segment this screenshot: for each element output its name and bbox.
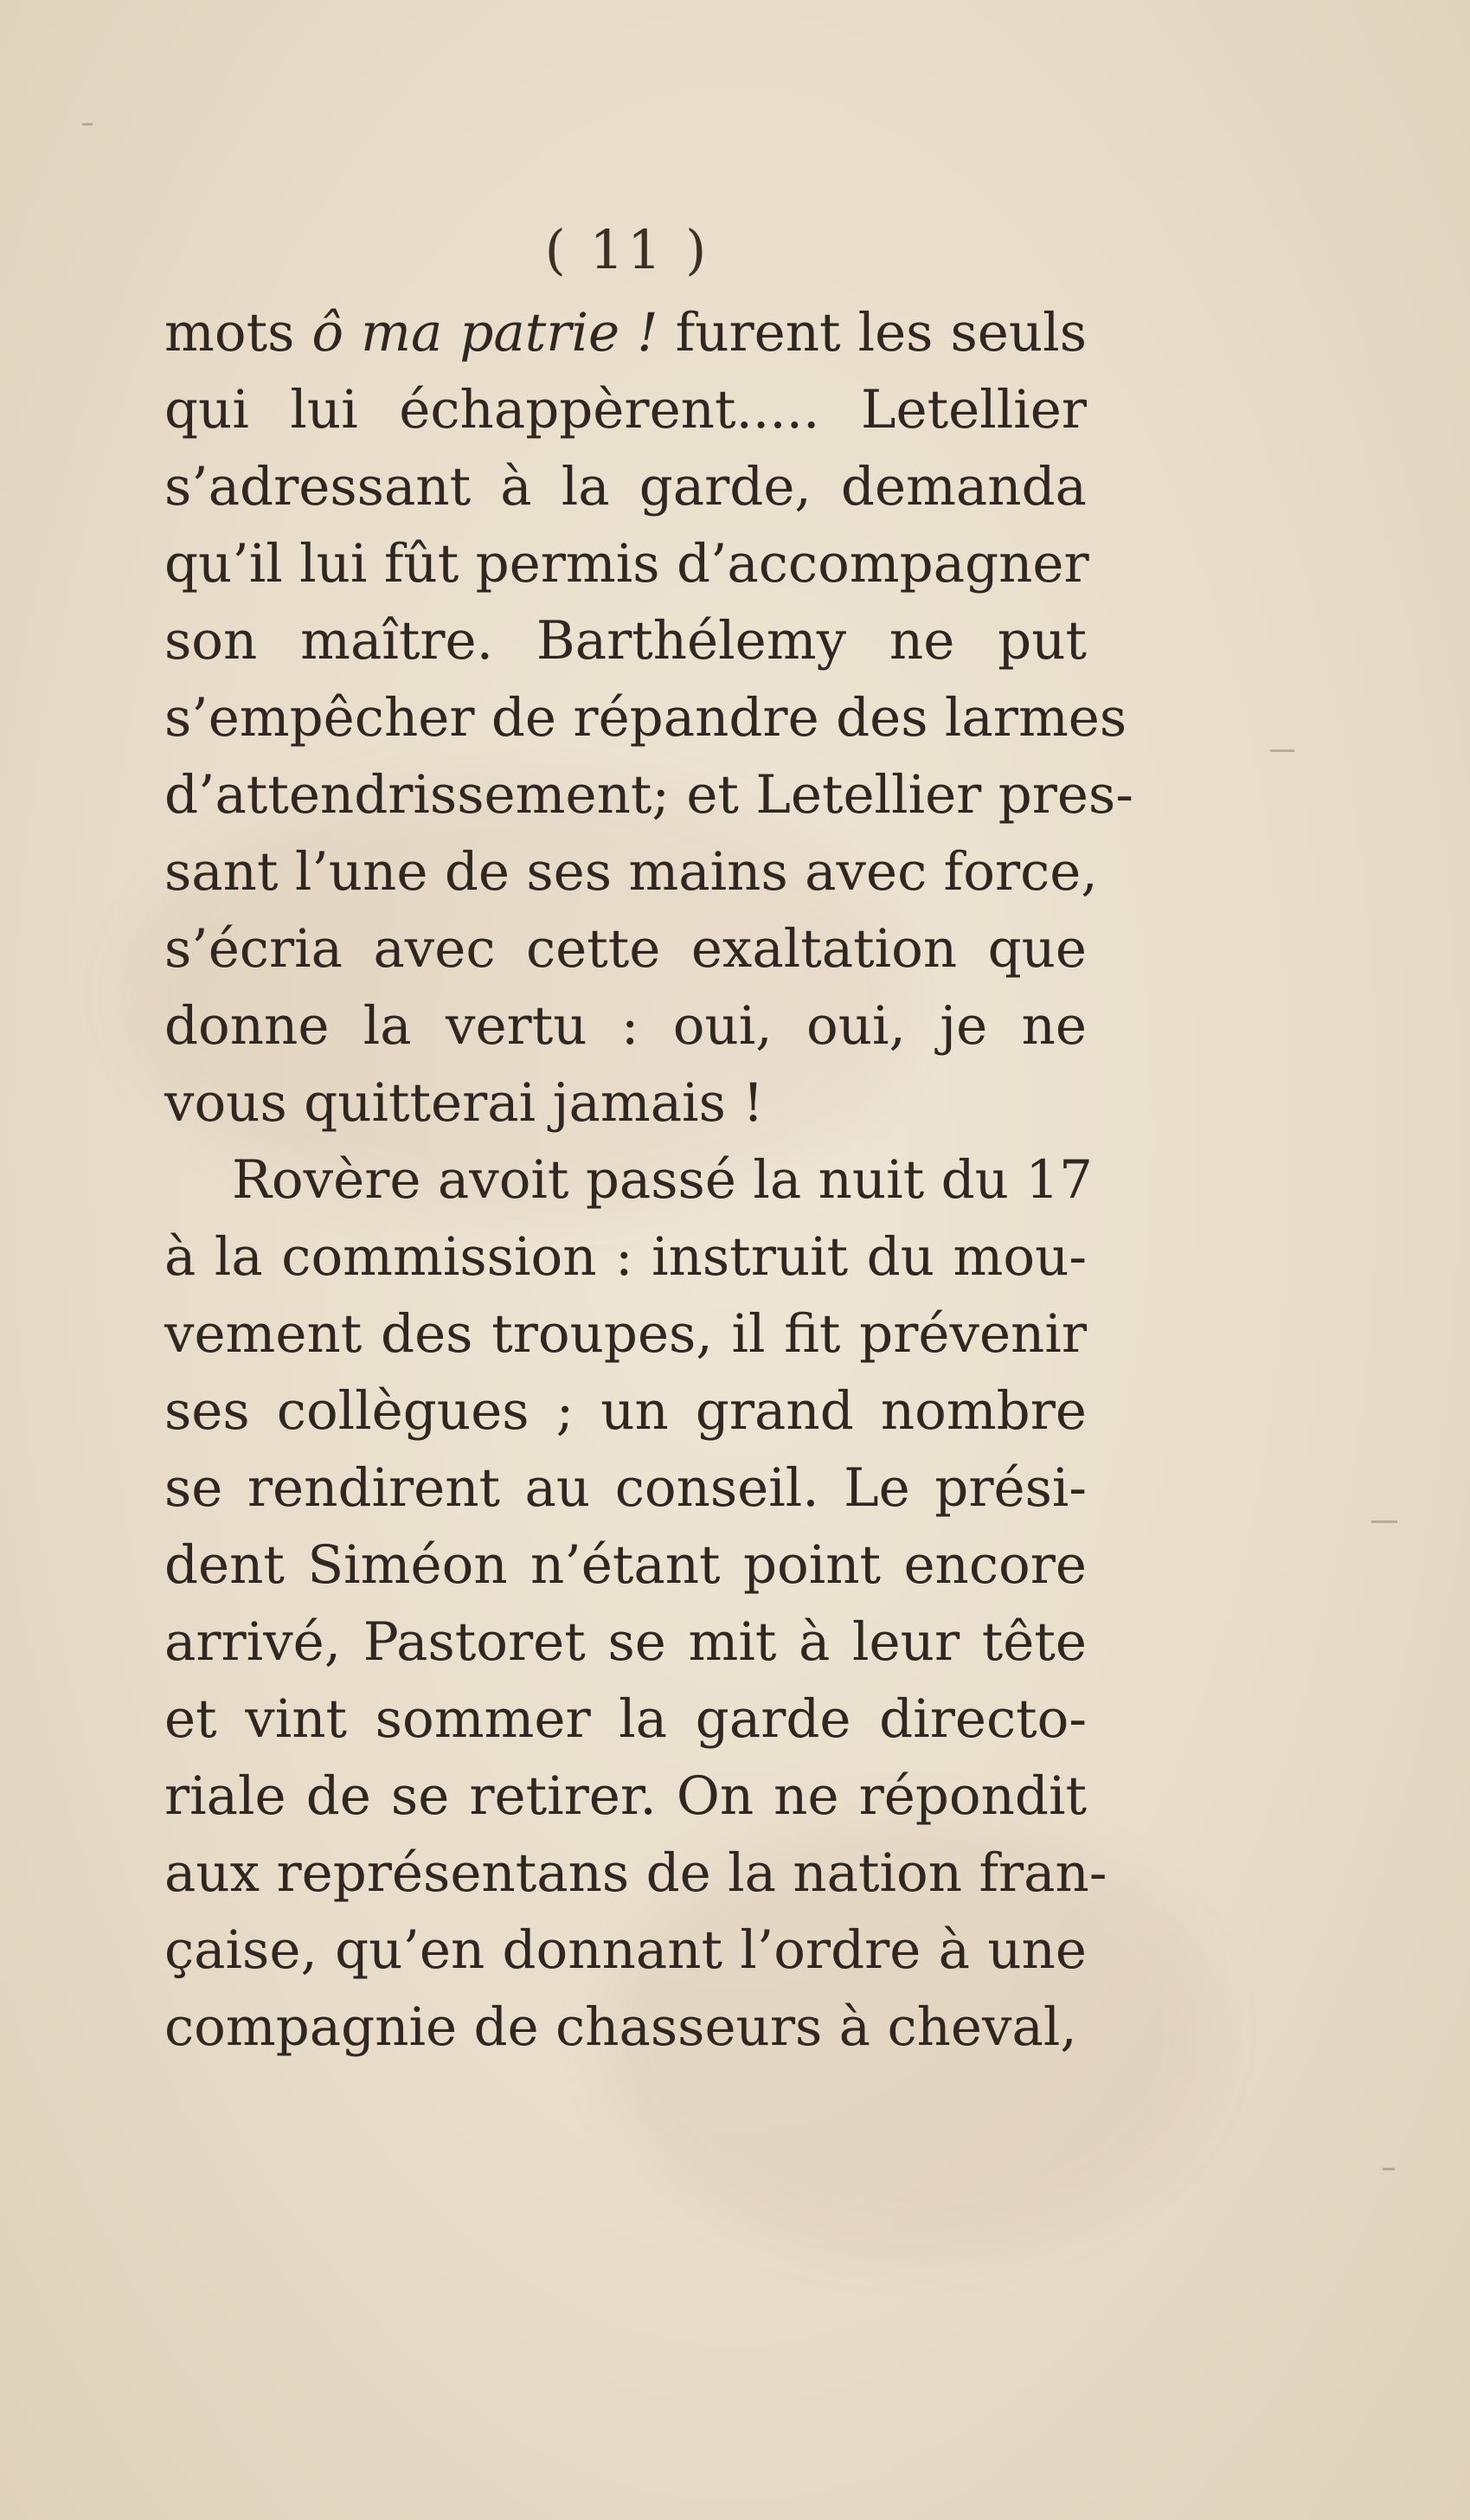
speck (1270, 749, 1294, 752)
text-line-23: compagnie de chasseurs à cheval, (164, 1996, 1077, 2058)
speck (1383, 2168, 1395, 2170)
text-line-15: ses collègues ; un grand nombre (164, 1380, 1087, 1442)
text-line-13: à la commission : instruit du mou- (164, 1226, 1087, 1288)
text-line-20: riale de se retirer. On ne répondit (164, 1765, 1087, 1827)
text-line-12: Rovère avoit passé la nuit du 17 (232, 1149, 1093, 1211)
italic-phrase: ô ma patrie ! (311, 302, 658, 363)
text-line-19: et vint sommer la garde directo- (164, 1688, 1087, 1750)
text-line-8: sant l’une de ses mains avec force, (164, 841, 1098, 903)
text-line-6: s’empêcher de répandre des larmes (164, 687, 1127, 749)
text-line-11: vous quitterai jamais ! (164, 1072, 764, 1134)
speck (82, 123, 93, 125)
text-line-10: donne la vertu : oui, oui, je ne (164, 995, 1087, 1057)
page-number: ( 11 ) (544, 218, 710, 281)
text-line-1: mots ô ma patrie ! furent les seuls (164, 302, 1087, 363)
text-line-21: aux représentans de la nation fran- (164, 1842, 1107, 1904)
text-line-7: d’attendrissement; et Letellier pres- (164, 764, 1133, 826)
body-text (164, 294, 1133, 2066)
text-line-18: arrivé, Pastoret se mit à leur tête (164, 1611, 1087, 1673)
text-line-22: çaise, qu’en donnant l’ordre à une (164, 1919, 1087, 1981)
text-line-5: son maître. Barthélemy ne put (164, 610, 1087, 672)
text-line-4: qu’il lui fût permis d’accompagner (164, 533, 1089, 595)
text-line-3: s’adressant à la garde, demanda (164, 456, 1087, 518)
text-line-14: vement des troupes, il fit prévenir (164, 1303, 1087, 1365)
text-line-9: s’écria avec cette exaltation que (164, 918, 1087, 980)
text-line-17: dent Siméon n’étant point encore (164, 1534, 1087, 1596)
text-line-16: se rendirent au conseil. Le prési- (164, 1457, 1087, 1519)
speck (1371, 1520, 1397, 1523)
text-line-2: qui lui échappèrent..... Letellier (164, 379, 1087, 440)
